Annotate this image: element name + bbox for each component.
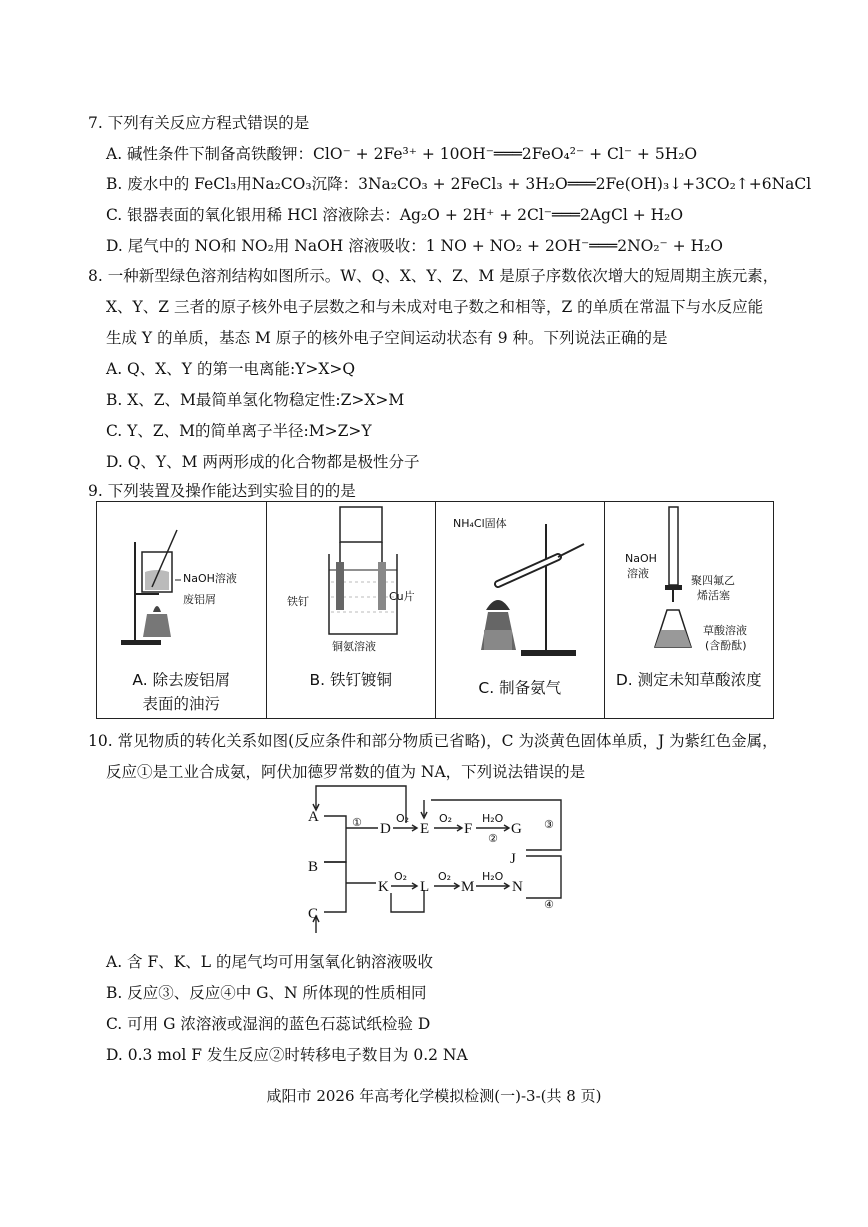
q9-apparatus-table	[96, 501, 774, 719]
reaction-4-mark: ④	[544, 898, 554, 911]
q10-stem-1: 10. 常见物质的转化关系如图(反应条件和部分物质已省略)，C 为淡黄色固体单质，J 为紫红色金属，	[88, 732, 778, 750]
q9-caption-d: D. 测定未知草酸浓度	[615, 671, 762, 689]
node-f: F	[464, 821, 473, 837]
q7-stem: 7. 下列有关反应方程式错误的是	[88, 114, 310, 132]
ptfe-stopcock-label-2: 烯活塞	[696, 589, 730, 602]
copper-sheet-label: Cu片	[388, 590, 415, 603]
h2o-label-2: H₂O	[482, 870, 504, 883]
node-d: D	[380, 821, 391, 837]
waste-aluminum-label: 废铝屑	[183, 593, 216, 606]
q7-option-c: C. 银器表面的氧化银用稀 HCl 溶液除去：Ag₂O + 2H⁺ + 2Cl⁻═══2AgCl + H₂O	[106, 206, 684, 224]
titrant-naoh-label: NaOH	[624, 552, 657, 565]
q10-option-b: B. 反应③、反应④中 G、N 所体现的性质相同	[106, 984, 427, 1002]
oxalic-acid-label-1: 草酸溶液	[702, 624, 747, 637]
node-j: J	[510, 851, 516, 867]
node-b: B	[308, 859, 319, 875]
q10-option-a: A. 含 F、K、L 的尾气均可用氢氧化钠溶液吸收	[106, 953, 434, 971]
o2-label-1: O₂	[396, 812, 410, 825]
q10-option-c: C. 可用 G 浓溶液或湿润的蓝色石蕊试纸检验 D	[106, 1015, 431, 1033]
conversion-diagram	[296, 778, 586, 943]
node-k: K	[378, 879, 389, 895]
q8-option-b: B. X、Z、M最简单氢化物稳定性:Z>X>M	[106, 391, 405, 409]
q9-stem: 9. 下列装置及操作能达到实验目的的是	[88, 482, 356, 500]
node-l: L	[420, 879, 430, 895]
reaction-2-mark: ②	[488, 832, 498, 845]
node-g: G	[511, 821, 522, 837]
copper-ammonia-solution-label: 铜氨溶液	[331, 640, 376, 653]
ammonia-preparation-figure	[436, 502, 605, 672]
reaction-1-mark: ①	[352, 816, 362, 829]
node-n: N	[512, 879, 523, 895]
q8-option-a: A. Q、X、Y 的第一电离能:Y>X>Q	[106, 360, 356, 378]
q10-option-d: D. 0.3 mol F 发生反应②时转移电子数目为 0.2 NA	[106, 1046, 468, 1064]
o2-label-3: O₂	[394, 870, 408, 883]
q9-cell-d	[605, 502, 774, 718]
node-m: M	[461, 879, 475, 895]
q9-caption-a-1: A. 除去废铝屑	[132, 671, 231, 689]
q7-option-a: A. 碱性条件下制备高铁酸钾：ClO⁻ + 2Fe³⁺ + 10OH⁻═══2FeO₄²⁻ + Cl⁻ + 5H₂O	[106, 145, 698, 163]
electroplating-apparatus-figure	[267, 502, 437, 662]
iron-nail-label: 铁钉	[286, 595, 309, 608]
degrease-apparatus-figure	[97, 502, 267, 662]
q9-caption-b: B. 铁钉镀铜	[309, 671, 392, 689]
q9-cell-b	[267, 502, 437, 718]
node-e: E	[420, 821, 430, 837]
q8-option-c: C. Y、Z、M的简单离子半径:M>Z>Y	[106, 422, 372, 440]
page-footer: 咸阳市 2026 年高考化学模拟检测(一)-3-(共 8 页)	[266, 1087, 602, 1105]
ptfe-stopcock-label-1: 聚四氟乙	[690, 574, 735, 587]
q9-cell-c	[436, 502, 605, 718]
ammonium-chloride-label: NH₄Cl固体	[453, 517, 507, 530]
o2-label-2: O₂	[439, 812, 453, 825]
q9-caption-a-2: 表面的油污	[142, 695, 220, 713]
q8-stem-1: 8. 一种新型绿色溶剂结构如图所示。W、Q、X、Y、Z、M 是原子序数依次增大的短周期主族元素，	[88, 267, 779, 285]
o2-label-4: O₂	[438, 870, 452, 883]
node-a: A	[308, 809, 319, 825]
q9-caption-c: C. 制备氨气	[478, 679, 562, 697]
q8-stem-3: 生成 Y 的单质，基态 M 原子的核外电子空间运动状态有 9 种。下列说法正确的是	[106, 329, 668, 347]
q8-option-d: D. Q、Y、M 两两形成的化合物都是极性分子	[106, 453, 420, 471]
reaction-3-mark: ③	[544, 818, 554, 831]
q7-option-b: B. 废水中的 FeCl₃用Na₂CO₃沉降：3Na₂CO₃ + 2FeCl₃ + 3H₂O═══2Fe(OH)₃↓+3CO₂↑+6NaCl	[106, 175, 812, 193]
q8-stem-2: X、Y、Z 三者的原子核外电子层数之和与未成对电子数之和相等，Z 的单质在常温下与水反应能	[106, 298, 764, 316]
naoh-solution-label: NaOH溶液	[183, 572, 237, 585]
node-c: C	[308, 906, 319, 922]
titrant-solution-label: 溶液	[626, 567, 649, 580]
q7-option-d: D. 尾气中的 NO和 NO₂用 NaOH 溶液吸收：1 NO + NO₂ + 2OH⁻═══2NO₂⁻ + H₂O	[106, 237, 724, 255]
q10-stem-2: 反应①是工业合成氨，阿伏加德罗常数的值为 NA，下列说法错误的是	[106, 763, 586, 781]
h2o-label-1: H₂O	[482, 812, 504, 825]
oxalic-acid-label-2: (含酚酞)	[704, 639, 747, 652]
q9-cell-a	[97, 502, 267, 718]
titration-apparatus-figure	[605, 502, 774, 662]
